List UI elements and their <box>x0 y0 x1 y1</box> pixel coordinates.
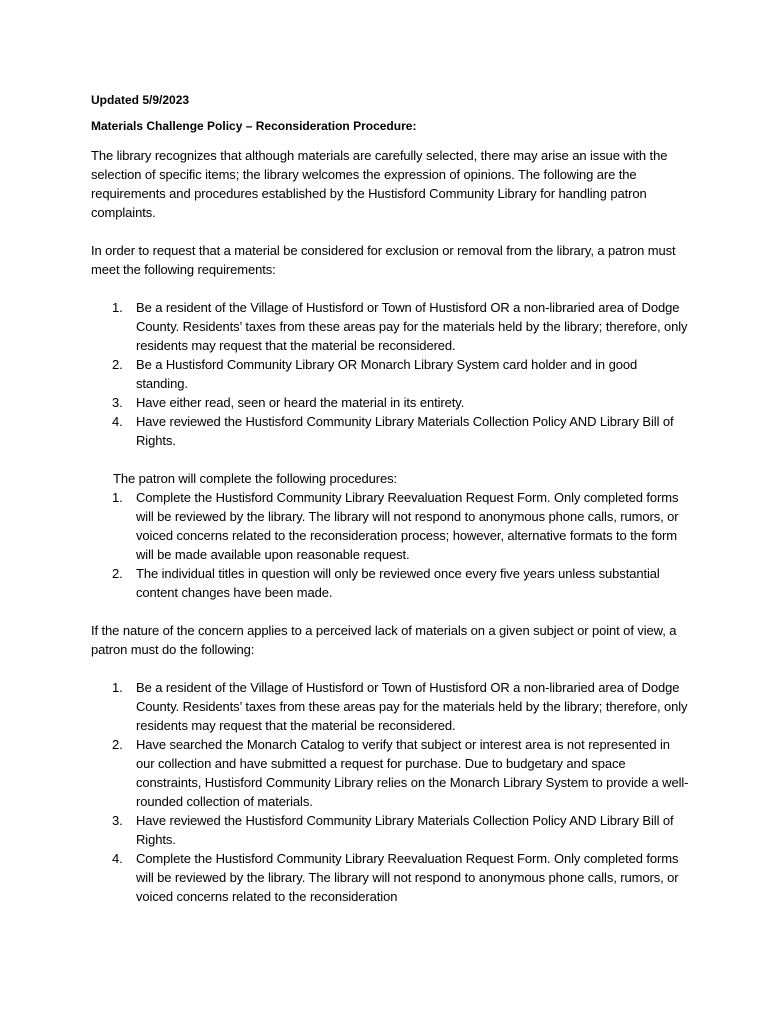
list-number: 2. <box>112 566 123 581</box>
requirements-list <box>91 298 691 450</box>
list-number: 3. <box>112 395 123 410</box>
list-number: 3. <box>112 813 123 828</box>
list-number: 1. <box>112 300 123 315</box>
list-item-text: Have reviewed the Hustisford Community Library Materials Collection Policy AND Library Bill of Rights. <box>136 414 674 448</box>
procedures-intro: The patron will complete the following procedures: <box>113 471 398 486</box>
list-item <box>91 811 691 849</box>
list-number: 4. <box>112 851 123 866</box>
list-item-text: Be a resident of the Village of Hustisford or Town of Hustisford OR a non-libraried area of Dodge County. Residents’ taxes from these areas pay for the materials held by the library; therefore, only residents may request that the material be reconsidered. <box>136 300 688 353</box>
list-number: 2. <box>112 737 123 752</box>
list-item <box>91 488 691 564</box>
list-item <box>91 355 691 393</box>
list-item-text: Have either read, seen or heard the material in its entirety. <box>136 395 465 410</box>
list-item <box>91 412 691 450</box>
list-item <box>91 735 691 811</box>
list-item <box>91 849 691 906</box>
list-number: 2. <box>112 357 123 372</box>
list-item <box>91 298 691 355</box>
updated-date: Updated 5/9/2023 <box>91 93 190 107</box>
requirements-intro: In order to request that a material be considered for exclusion or removal from the library, a patron must meet the following requirements: <box>91 243 676 277</box>
list-item-text: Complete the Hustisford Community Library Reevaluation Request Form. Only completed forms will be reviewed by the library. The library will not respond to anonymous phone calls, rumors, or voiced concerns related to the reconsideration process; however, alternative formats to the form will be made available upon reasonable request. <box>136 490 679 562</box>
lack-of-materials-list <box>91 678 691 906</box>
procedures-list <box>91 488 691 602</box>
list-item-text: Be a resident of the Village of Hustisford or Town of Hustisford OR a non-libraried area of Dodge County. Residents’ taxes from these areas pay for the materials held by the library; therefore, only residents may request that the material be reconsidered. <box>136 680 688 733</box>
list-item-text: The individual titles in question will only be reviewed once every five years unless substantial content changes have been made. <box>136 566 660 600</box>
intro-paragraph: The library recognizes that although materials are carefully selected, there may arise an issue with the selection of specific items; the library welcomes the expression of opinions. The following are the requirements and procedures established by the Hustisford Community Library for handling patron complaints. <box>91 148 668 220</box>
policy-title: Materials Challenge Policy – Reconsideration Procedure: <box>91 119 417 133</box>
list-number: 1. <box>112 490 123 505</box>
lack-of-materials-intro: If the nature of the concern applies to a perceived lack of materials on a given subject or point of view, a patron must do the following: <box>91 623 677 657</box>
list-item <box>91 678 691 735</box>
list-item <box>91 564 691 602</box>
list-number: 4. <box>112 414 123 429</box>
list-item-text: Be a Hustisford Community Library OR Monarch Library System card holder and in good standing. <box>136 357 638 391</box>
document-page <box>91 92 691 906</box>
list-number: 1. <box>112 680 123 695</box>
list-item <box>91 393 691 412</box>
list-item-text: Complete the Hustisford Community Library Reevaluation Request Form. Only completed forms will be reviewed by the library. The library will not respond to anonymous phone calls, rumors, or voiced concerns related to the reconsideration <box>136 851 679 904</box>
list-item-text: Have searched the Monarch Catalog to verify that subject or interest area is not represented in our collection and have submitted a request for purchase. Due to budgetary and space constraints, Hustisford Community Library relies on the Monarch Library System to provide a well-rounded collection of materials. <box>136 737 689 809</box>
list-item-text: Have reviewed the Hustisford Community Library Materials Collection Policy AND Library Bill of Rights. <box>136 813 674 847</box>
